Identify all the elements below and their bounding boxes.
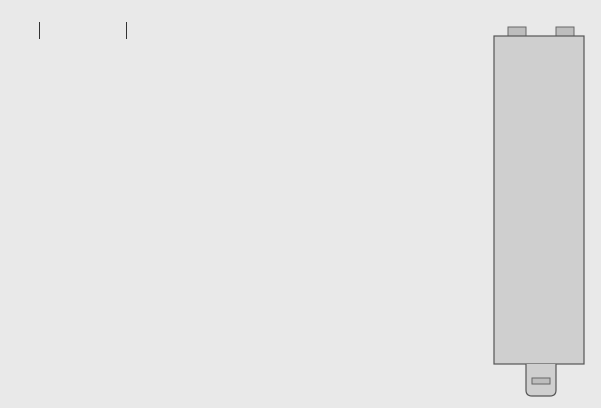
pin-assignment-table	[4, 22, 468, 39]
column-header-nr	[4, 22, 40, 39]
column-header-pinname	[40, 22, 127, 39]
column-header-funktion	[127, 22, 469, 39]
bottom-latch-slot	[532, 378, 550, 384]
connector-diagram	[490, 24, 588, 404]
connector-housing	[494, 36, 584, 364]
table-header-row	[4, 22, 468, 39]
